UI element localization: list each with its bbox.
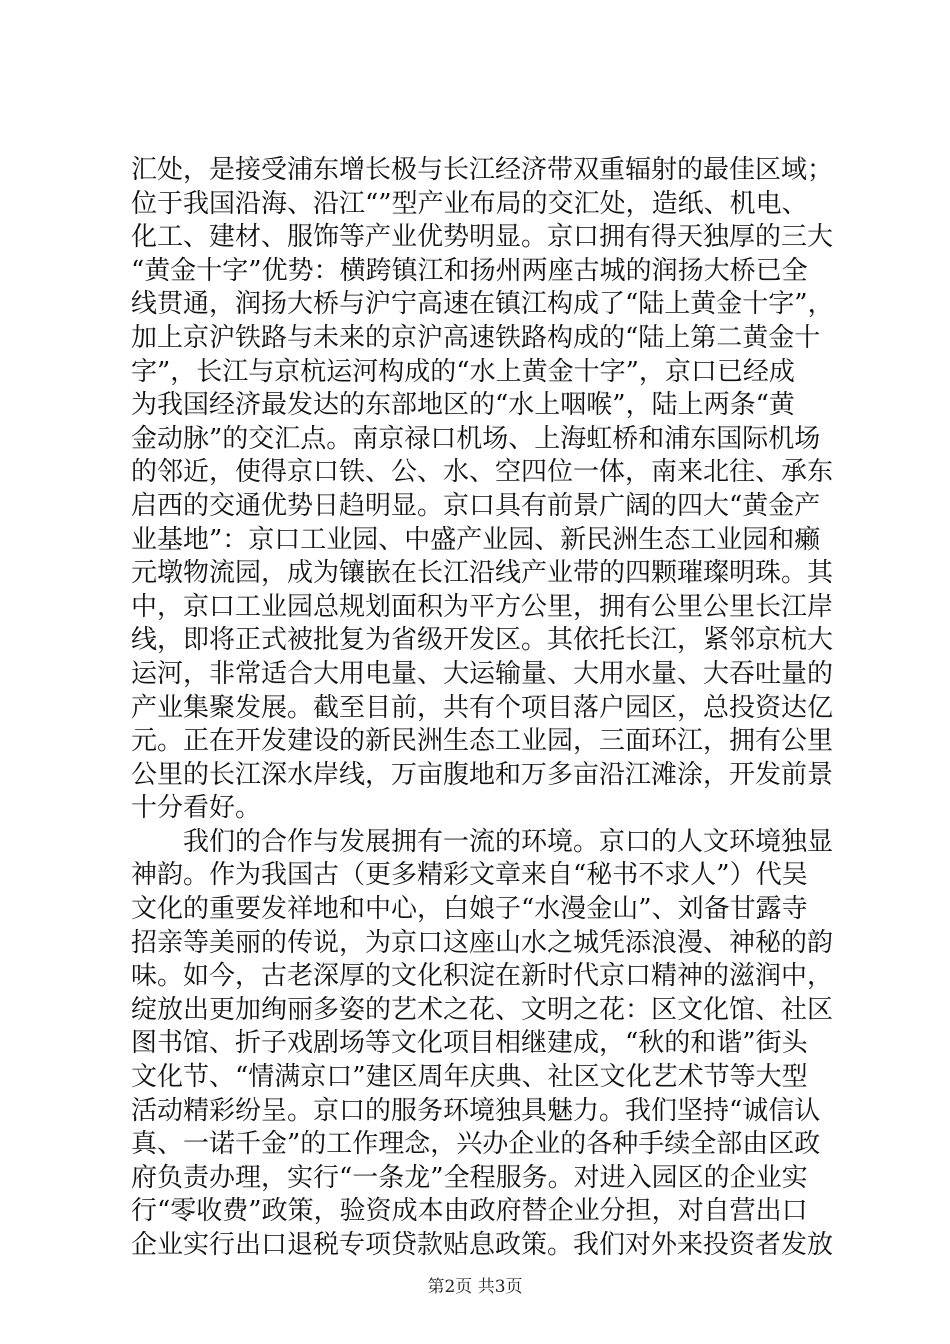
text-line: 元墩物流园，成为镶嵌在长江沿线产业带的四颗璀璨明珠。其: [131, 558, 834, 589]
text-line: 中，京口工业园总规划面积为平方公里，拥有公里公里长江岸: [131, 591, 834, 622]
text-line: 位于我国沿海、沿江“”型产业布局的交汇处，造纸、机电、: [131, 188, 808, 219]
text-line: 文化节、“情满京口”建区周年庆典、社区文化艺术节等大型: [131, 1062, 808, 1093]
text-line: 汇处，是接受浦东增长极与长江经济带双重辐射的最佳区域；: [131, 155, 834, 185]
text-line: 加上京沪铁路与未来的京沪高速铁路构成的“陆上第二黄金十: [131, 322, 821, 353]
document-body: [131, 154, 834, 1263]
text-line: 图书馆、折子戏剧场等文化项目相继建成，“秋的和谐”街头: [131, 1028, 808, 1059]
paragraph-start-line: 我们的合作与发展拥有一流的环境。京口的人文环境独显: [183, 826, 834, 857]
text-line: 线贯通，润扬大桥与沪宁高速在镇江构成了“陆上黄金十字”，: [131, 289, 834, 320]
text-line: 字”，长江与京杭运河构成的“水上黄金十字”，京口已经成: [131, 356, 795, 387]
page-footer: 第2页 共3页: [427, 1277, 523, 1297]
text-line: “黄金十字”优势：横跨镇江和扬州两座古城的润扬大桥已全: [131, 255, 808, 286]
text-line: 企业实行出口退税专项贷款贴息政策。我们对外来投资者发放: [131, 1230, 834, 1260]
text-line: 业基地”：京口工业园、中盛产业园、新民洲生态工业园和癞: [131, 524, 821, 555]
text-line: 启西的交通优势日趋明显。京口具有前景广阔的四大“黄金产: [131, 490, 821, 521]
text-line: 公里的长江深水岸线，万亩腹地和万多亩沿江滩涂，开发前景: [131, 759, 834, 790]
text-line: 行“零收费”政策，验资成本由政府替企业分担，对自营出口: [131, 1196, 808, 1227]
text-line: 味。如今，古老深厚的文化积淀在新时代京口精神的滋润中，: [131, 961, 834, 992]
text-line: 元。正在开发建设的新民洲生态工业园，三面环江，拥有公里: [131, 726, 834, 757]
text-line: 的邻近，使得京口铁、公、水、空四位一体，南来北往、承东: [131, 457, 834, 488]
text-line: 活动精彩纷呈。京口的服务环境独具魅力。我们坚持“诚信认: [131, 1095, 821, 1126]
text-line: 府负责办理，实行“一条龙”全程服务。对进入园区的企业实: [131, 1162, 808, 1193]
text-line: 产业集聚发展。截至目前，共有个项目落户园区，总投资达亿: [131, 692, 834, 723]
text-line: 化工、建材、服饰等产业优势明显。京口拥有得天独厚的三大: [131, 222, 834, 253]
text-line: 运河，非常适合大用电量、大运输量、大用水量、大吞吐量的: [131, 658, 834, 689]
text-line: 为我国经济最发达的东部地区的“水上咽喉”，陆上两条“黄: [131, 390, 795, 421]
text-line: 绽放出更加绚丽多姿的艺术之花、文明之花：区文化馆、社区: [131, 994, 834, 1025]
text-line: 真、一诺千金”的工作理念，兴办企业的各种手续全部由区政: [131, 1129, 821, 1160]
text-line: 招亲等美丽的传说，为京口这座山水之城凭添浪漫、神秘的韵: [131, 927, 834, 958]
text-line: 神韵。作为我国古（更多精彩文章来自“秘书不求人”）代吴: [131, 860, 808, 891]
text-line: 文化的重要发祥地和中心，白娘子“水漫金山”、刘备甘露寺: [131, 894, 808, 925]
text-line: 线，即将正式被批复为省级开发区。其依托长江，紧邻京杭大: [131, 625, 834, 656]
text-line: 金动脉”的交汇点。南京禄口机场、上海虹桥和浦东国际机场: [131, 423, 821, 454]
text-line: 十分看好。: [131, 793, 262, 824]
